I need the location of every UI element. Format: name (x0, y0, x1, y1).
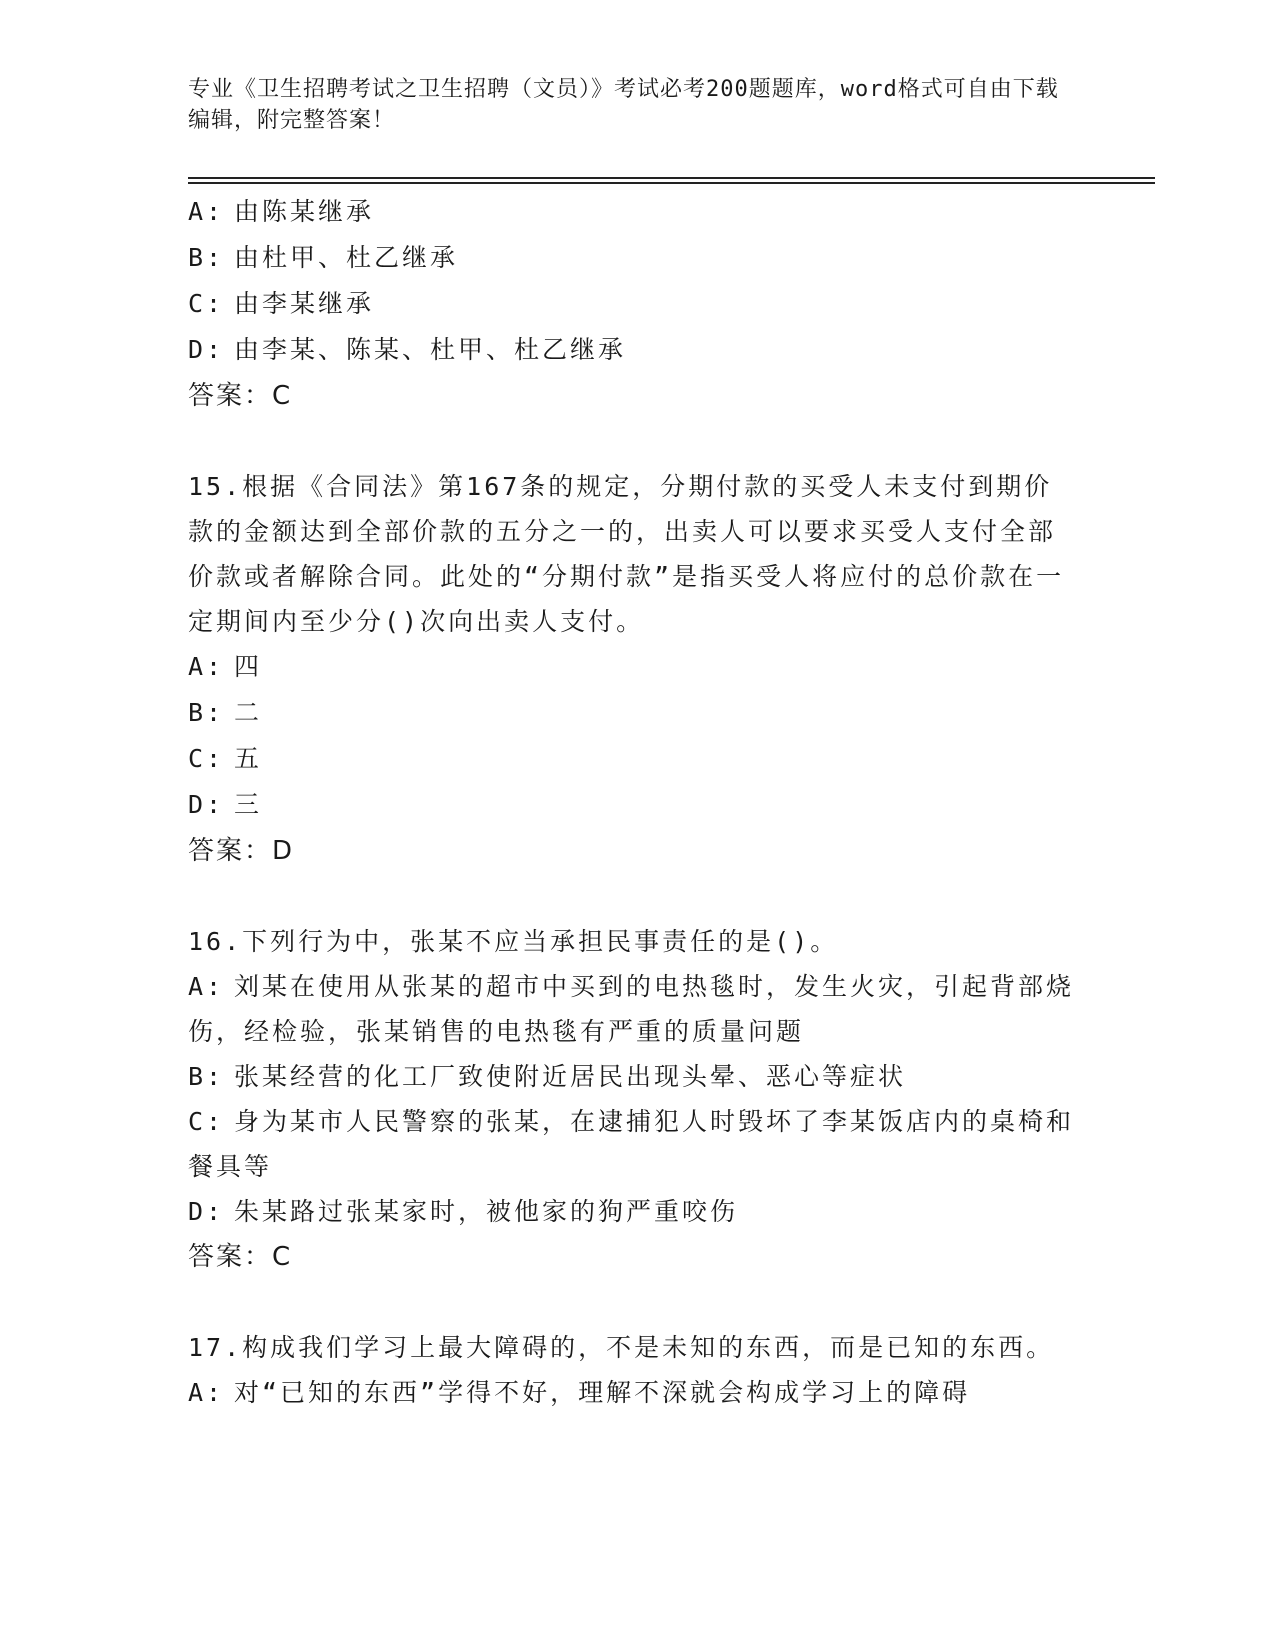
option-label: A: (188, 1378, 225, 1407)
option-label: A: (188, 652, 225, 681)
option-text: 对“已知的东西”学得不好，理解不深就会构成学习上的障碍 (234, 1378, 971, 1407)
question-stem: 16.下列行为中，张某不应当承担民事责任的是()。 (188, 927, 839, 956)
option-text: 朱某路过张某家时，被他家的狗严重咬伤 (234, 1197, 739, 1226)
option-text: 张某经营的化工厂致使附近居民出现头晕、恶心等症状 (234, 1062, 907, 1091)
spacer (188, 874, 1078, 919)
option-text: 刘某在使用从张某的超市中买到的电热毯时，发生火灾，引起背部烧伤，经检验，张某销售的电热毯有严重的质量问题 (188, 972, 1075, 1046)
option-label: D: (188, 335, 225, 364)
option-a (188, 964, 1078, 1054)
spacer (188, 419, 1078, 464)
option-text: 三 (234, 790, 263, 819)
option-label: B: (188, 698, 225, 727)
option-a (188, 1370, 1078, 1415)
option-text: 身为某市人民警察的张某，在逮捕犯人时毁坏了李某饭店内的桌椅和餐具等 (188, 1107, 1075, 1181)
option-b (188, 235, 1078, 281)
option-label: B: (188, 243, 225, 272)
option-d (188, 1189, 1078, 1234)
document-header: 专业《卫生招聘考试之卫生招聘（文员）》考试必考200题题库，word格式可自由下载编辑，附完整答案！ (188, 77, 1059, 133)
question-14 (188, 189, 1078, 419)
option-text: 二 (234, 698, 263, 727)
option-c (188, 281, 1078, 327)
question-list (188, 189, 1078, 1415)
option-label: D: (188, 1197, 225, 1226)
option-text: 由李某继承 (234, 289, 375, 318)
question-17 (188, 1325, 1078, 1415)
option-label: C: (188, 289, 225, 318)
option-label: C: (188, 1107, 225, 1136)
answer-line: 答案：C (188, 381, 293, 411)
option-text: 四 (234, 652, 263, 681)
answer-line: 答案：C (188, 1242, 293, 1272)
option-text: 五 (234, 744, 263, 773)
question-16 (188, 919, 1078, 1280)
option-label: A: (188, 972, 225, 1001)
spacer (188, 1280, 1078, 1325)
option-label: B: (188, 1062, 225, 1091)
option-d (188, 327, 1078, 373)
option-text: 由陈某继承 (234, 197, 375, 226)
header-divider-top (188, 177, 1155, 179)
option-b (188, 1054, 1078, 1099)
option-label: A: (188, 197, 225, 226)
option-label: C: (188, 744, 225, 773)
option-b (188, 690, 1078, 736)
option-label: D: (188, 790, 225, 819)
option-d (188, 782, 1078, 828)
answer-line: 答案：D (188, 836, 295, 866)
option-c (188, 1099, 1078, 1189)
header-divider-bottom (188, 182, 1155, 184)
option-a (188, 644, 1078, 690)
option-a (188, 189, 1078, 235)
question-stem: 15.根据《合同法》第167条的规定，分期付款的买受人未支付到期价款的金额达到全部价款的五分之一的，出卖人可以要求买受人支付全部价款或者解除合同。此处的“分期付款”是指买受人将应付的总价款在一定期间内至少分()次向出卖人支付。 (188, 472, 1065, 636)
option-text: 由杜甲、杜乙继承 (234, 243, 459, 272)
option-c (188, 736, 1078, 782)
question-15 (188, 464, 1078, 874)
option-text: 由李某、陈某、杜甲、杜乙继承 (234, 335, 627, 364)
question-stem: 17.构成我们学习上最大障碍的，不是未知的东西，而是已知的东西。 (188, 1333, 1055, 1362)
